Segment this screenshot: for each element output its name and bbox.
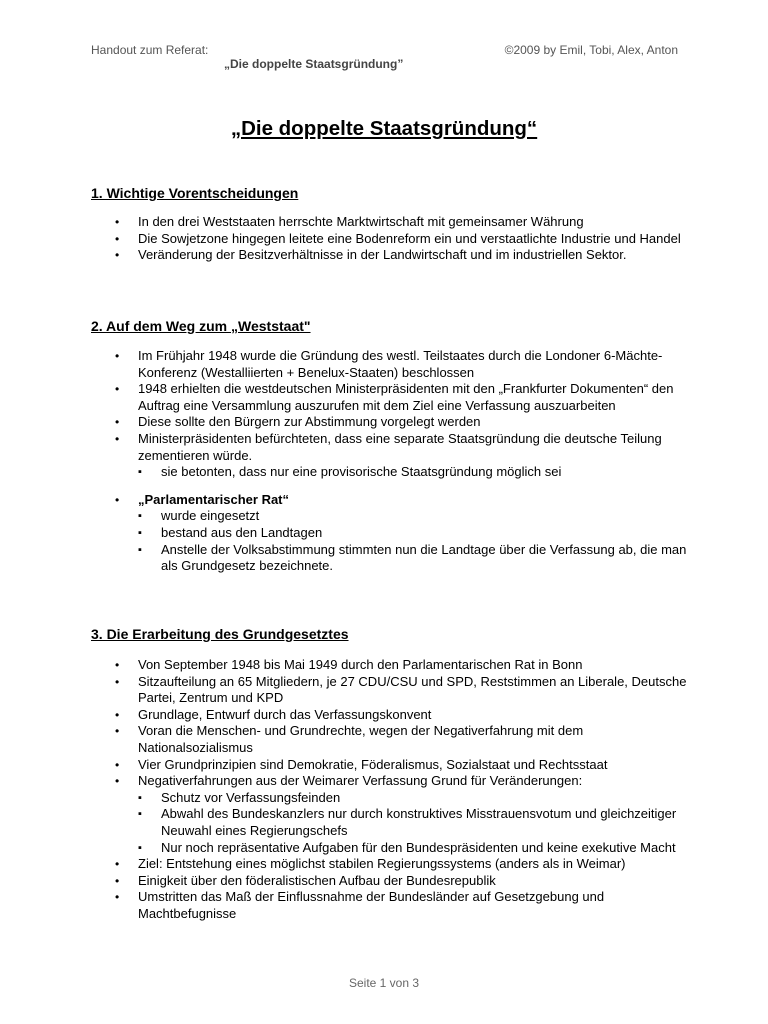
bullet-icon: •	[115, 492, 120, 507]
list-item: • Von September 1948 bis Mai 1949 durch den Parlamentarischen Rat in Bonn	[115, 657, 583, 672]
list-item: • Grundlage, Entwurf durch das Verfassungskonvent	[115, 706, 432, 722]
list-item: • Umstritten das Maß der Einflussnahme der Bundesländer auf Gesetzgebung und Machtbefugnisse	[115, 889, 605, 921]
sub-bullet-list	[138, 790, 691, 856]
section-1	[91, 185, 691, 264]
list-item: • Veränderung der Besitzverhältnisse in der Landwirtschaft und im industriellen Sektor.	[115, 247, 627, 263]
list-item: • Vier Grundprinzipien sind Demokratie, Föderalismus, Sozialstaat und Rechtsstaat	[115, 756, 608, 772]
list-item: • In den drei Weststaaten herrschte Marktwirtschaft mit gemeinsamer Währung	[115, 214, 584, 229]
bullet-icon: •	[115, 349, 120, 363]
section-3	[91, 626, 691, 923]
bullet-icon: •	[115, 707, 120, 722]
bullet-icon: •	[115, 215, 120, 229]
bullet-icon: •	[115, 757, 120, 772]
square-bullet-icon: ▪	[138, 466, 142, 479]
list-item: • Sitzaufteilung an 65 Mitgliedern, je 27 CDU/CSU und SPD, Reststimmen an Liberale, Deutsche Partei, Zentrum und KPD	[115, 673, 687, 706]
bullet-icon: •	[115, 890, 120, 905]
list-item: • Diese sollte den Bürgern zur Abstimmung vorgelegt werden	[115, 414, 481, 430]
bullet-list	[91, 214, 691, 264]
list-item: • Die Sowjetzone hingegen leitete eine Bodenreform ein und verstaatlichte Industrie und Handel	[115, 230, 681, 246]
sub-list-item: ▪ Nur noch repräsentative Aufgaben für den Bundespräsidenten und keine exekutive Macht	[138, 839, 676, 855]
square-bullet-icon: ▪	[138, 808, 142, 821]
bullet-icon: •	[115, 873, 120, 888]
list-item: • 1948 erhielten die westdeutschen Ministerpräsidenten mit den „Frankfurter Dokumenten“ den Auftrag eine Versammlung auszurufen mit dem Ziel eine Verfassung auszuarbeiten	[115, 381, 674, 413]
bullet-icon: •	[115, 857, 120, 872]
sub-bullet-list	[138, 464, 691, 481]
list-item	[91, 492, 691, 575]
sub-list-item: ▪ Abwahl des Bundeskanzlers nur durch konstruktives Misstrauensvotum und gleichzeitiger Neuwahl eines Regierungschefs	[138, 806, 677, 838]
section-2	[91, 318, 691, 575]
bullet-icon: •	[115, 658, 120, 672]
list-item: • Ministerpräsidenten befürchteten, dass eine separate Staatsgründung die deutsche Teilung zementieren würde. ▪ sie betonten, dass nur eine provisorische Staatsgründung möglich sei	[91, 431, 691, 481]
bullet-icon: •	[115, 674, 120, 689]
bullet-list	[91, 492, 691, 575]
list-item: • Negativerfahrungen aus der Weimarer Verfassung Grund für Veränderungen: ▪ Schutz vor Verfassungsfeinden ▪ Abwahl des Bundeskanzlers nur durch konstruktives Misstrauensvotum und gleichzeitiger Neuwahl eines Regierungschefs ▪ Nur noch repräsentative Aufgaben für den Bundespräsidenten und keine exekutive Macht	[91, 773, 691, 856]
square-bullet-icon: ▪	[138, 526, 142, 539]
bullet-icon: •	[115, 724, 120, 739]
bullet-icon: •	[115, 248, 120, 263]
bullet-icon: •	[115, 415, 120, 430]
bullet-list	[91, 657, 691, 923]
list-item: • Ziel: Entstehung eines möglichst stabilen Regierungssystems (anders als in Weimar)	[115, 856, 626, 872]
sub-list-item: ▪ bestand aus den Landtagen	[138, 524, 323, 540]
header-subtitle: „Die doppelte Staatsgründung”	[224, 57, 404, 71]
square-bullet-icon: ▪	[138, 791, 142, 804]
section-heading: 2. Auf dem Weg zum „Weststaat"	[91, 318, 311, 334]
square-bullet-icon: ▪	[138, 841, 142, 854]
list-item: • Im Frühjahr 1948 wurde die Gründung des westl. Teilstaates durch die Londoner 6-Mächte-Konferenz (Westalliierten + Benelux-Staaten) beschlossen	[115, 348, 663, 380]
bullet-icon: •	[115, 774, 120, 789]
document-title: „Die doppelte Staatsgründung“	[230, 117, 538, 140]
sub-list-item: ▪ wurde eingesetzt	[138, 508, 260, 524]
sub-list-item: ▪ Anstelle der Volksabstimmung stimmten nun die Landtage über die Verfassung ab, die man als Grundgesetz bezeichnete.	[138, 541, 687, 574]
section-heading: 3. Die Erarbeitung des Grundgesetztes	[91, 626, 349, 642]
bullet-icon: •	[115, 231, 120, 246]
list-item: • Einigkeit über den föderalistischen Aufbau der Bundesrepublik	[115, 872, 496, 888]
list-item: • Voran die Menschen- und Grundrechte, wegen der Negativerfahrung mit dem Nationalsozialismus	[115, 723, 584, 755]
rat-label: „Parlamentarischer Rat“	[138, 491, 290, 507]
header-left: Handout zum Referat:	[91, 43, 209, 57]
bullet-list	[91, 348, 691, 481]
section-heading: 1. Wichtige Vorentscheidungen	[91, 185, 299, 201]
bullet-icon: •	[115, 431, 120, 446]
sub-list-item: ▪ sie betonten, dass nur eine provisorische Staatsgründung möglich sei	[138, 464, 562, 480]
sub-list-item: ▪ Schutz vor Verfassungsfeinden	[138, 789, 341, 805]
header-right: ©2009 by Emil, Tobi, Alex, Anton	[504, 43, 678, 57]
page-number-footer: Seite 1 von 3	[348, 976, 420, 990]
sub-bullet-list	[138, 508, 691, 574]
square-bullet-icon: ▪	[138, 543, 142, 556]
square-bullet-icon: ▪	[138, 510, 142, 523]
bullet-icon: •	[115, 382, 120, 397]
